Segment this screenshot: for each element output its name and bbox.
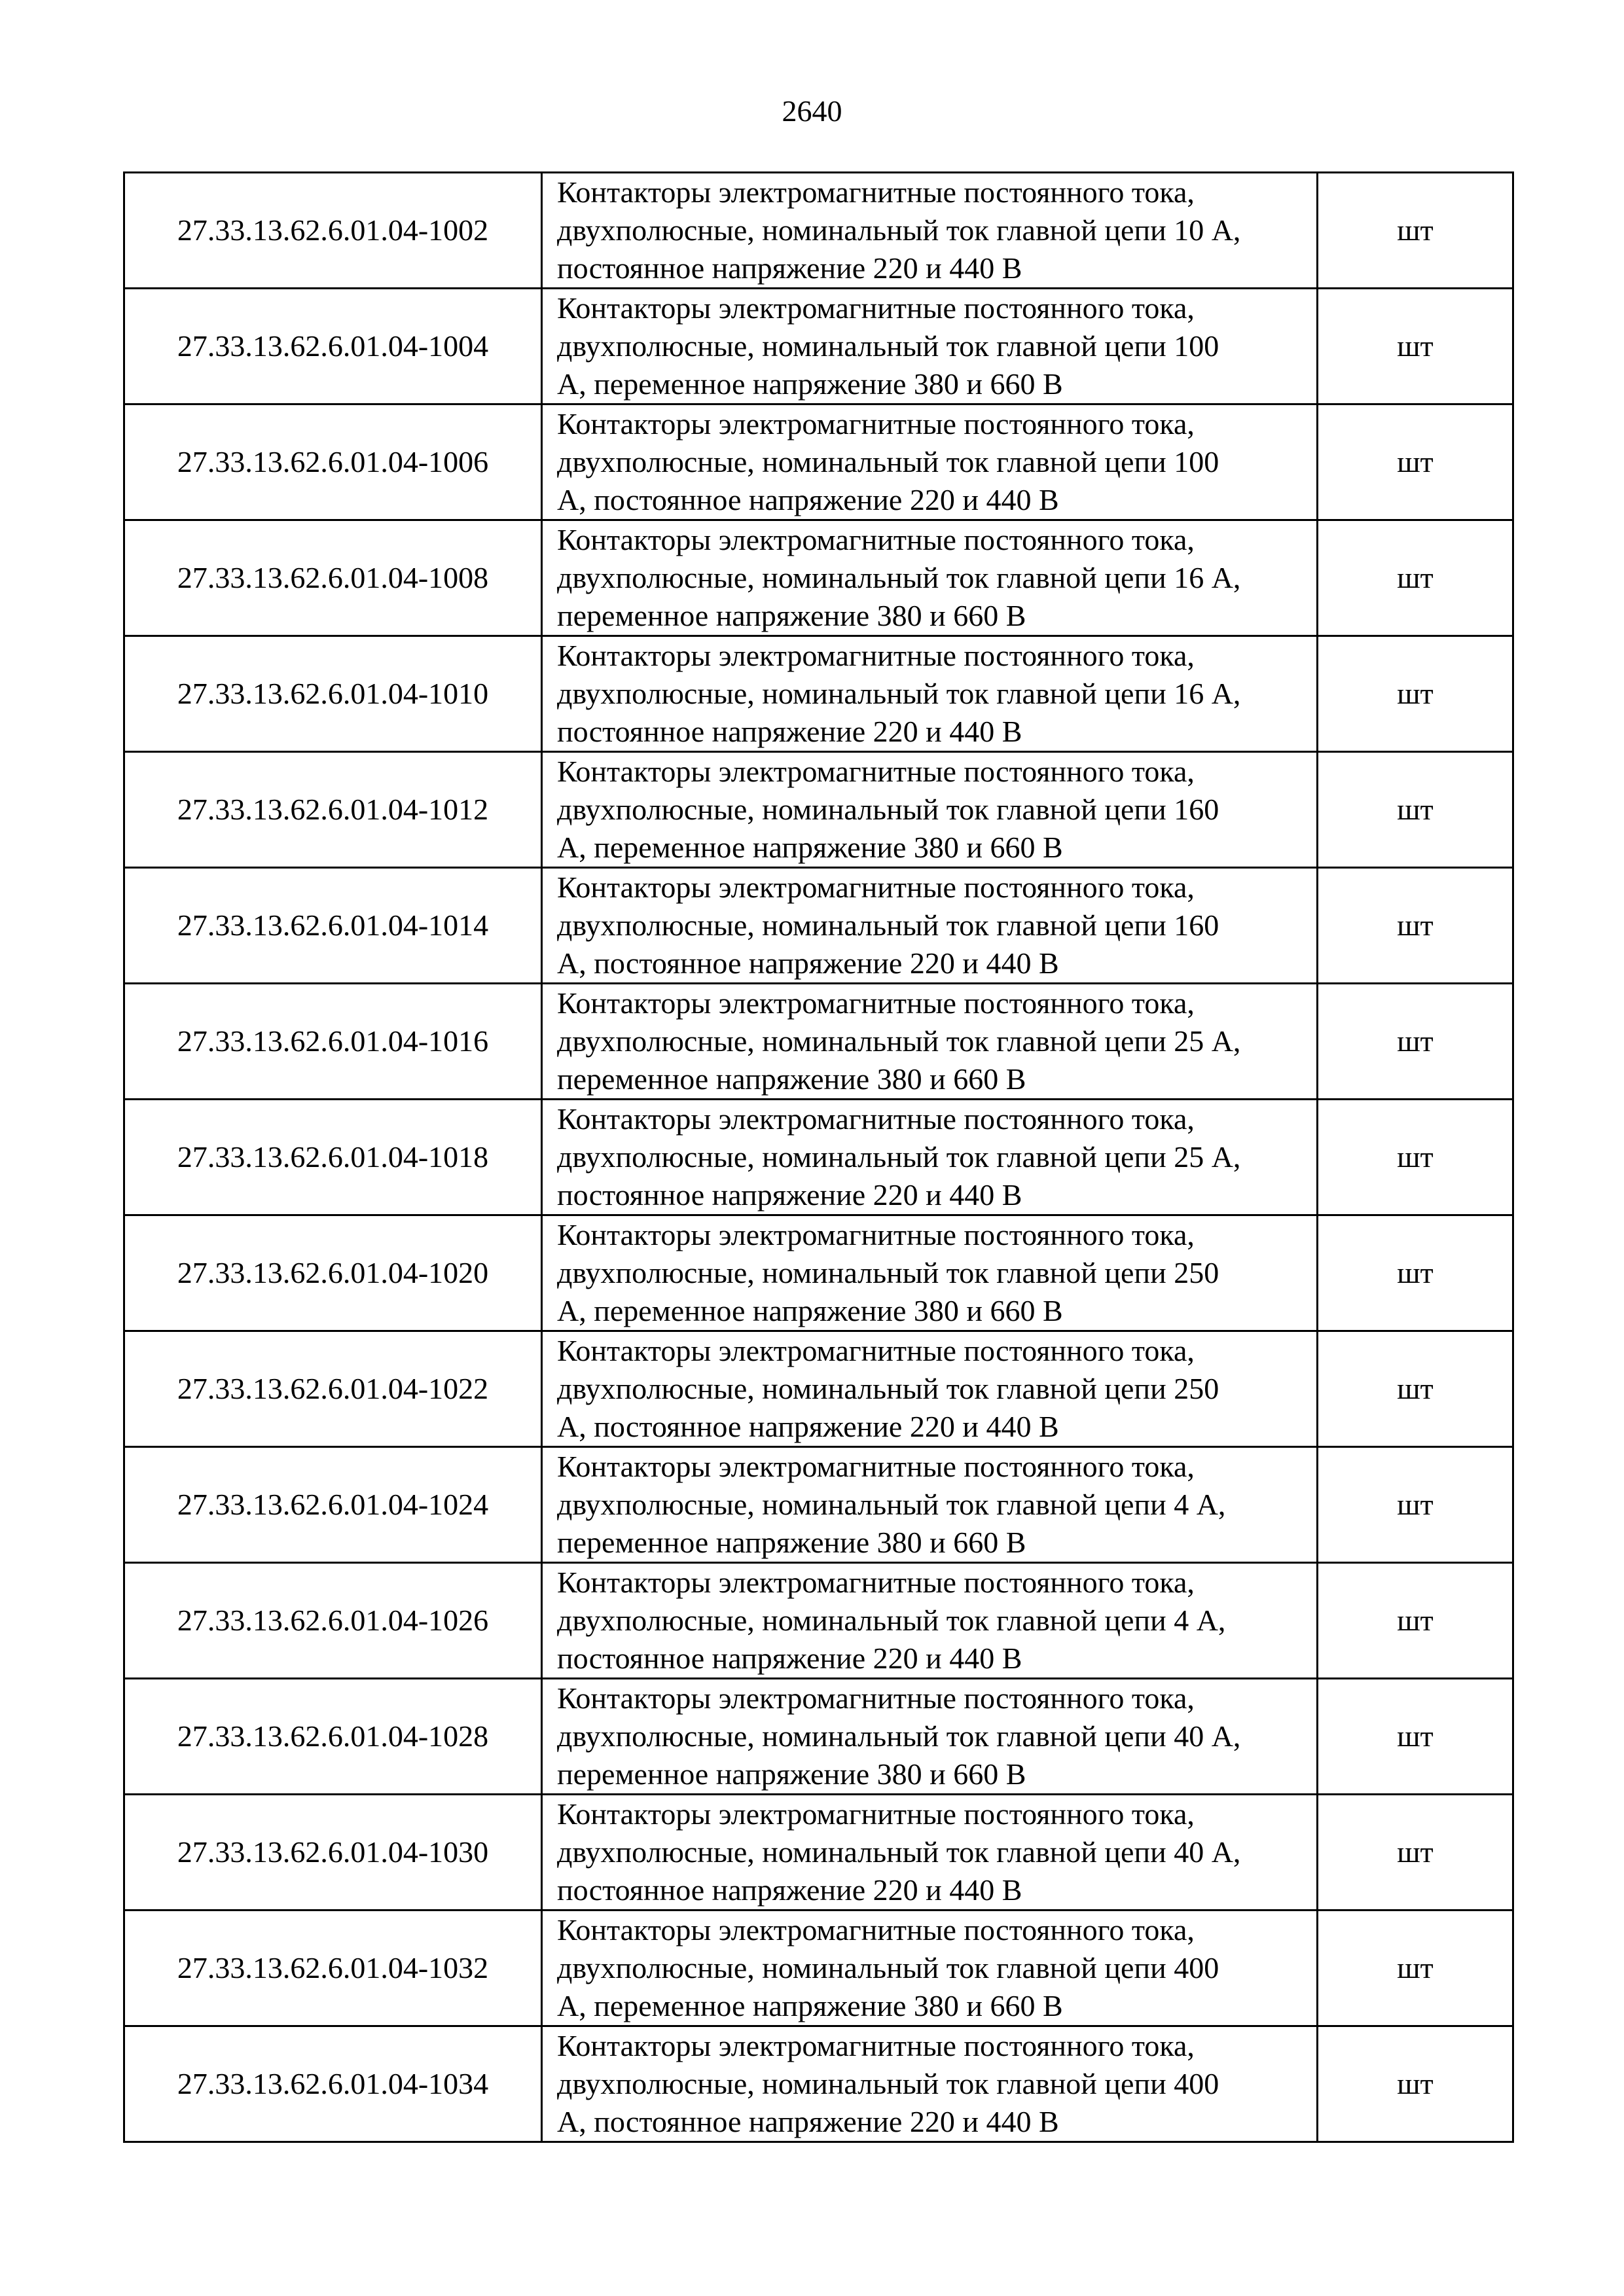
table-row	[124, 752, 1513, 868]
resource-code-cell: 27.33.13.62.6.01.04-1026	[124, 1563, 542, 1679]
resource-code-cell: 27.33.13.62.6.01.04-1018	[124, 1100, 542, 1215]
description-line: А, постоянное напряжение 220 и 440 В	[557, 2105, 1059, 2138]
table-row	[124, 1795, 1513, 1910]
resource-code-cell: 27.33.13.62.6.01.04-1016	[124, 984, 542, 1100]
table-row	[124, 1331, 1513, 1447]
unit-cell: шт	[1318, 2026, 1513, 2142]
description-line: двухполюсные, номинальный ток главной цепи 400	[557, 2067, 1219, 2100]
table-row	[124, 1447, 1513, 1563]
unit-cell: шт	[1318, 984, 1513, 1100]
unit-cell: шт	[1318, 1331, 1513, 1447]
description-line: двухполюсные, номинальный ток главной цепи 400	[557, 1951, 1219, 1984]
resource-description-cell	[542, 868, 1318, 984]
description-line: двухполюсные, номинальный ток главной цепи 16 А,	[557, 677, 1241, 710]
description-line: Контакторы электромагнитные постоянного тока,	[557, 1218, 1195, 1251]
unit-cell: шт	[1318, 520, 1513, 636]
description-line: двухполюсные, номинальный ток главной цепи 10 А,	[557, 213, 1241, 247]
description-line: переменное напряжение 380 и 660 В	[557, 1757, 1026, 1791]
description-line: двухполюсные, номинальный ток главной цепи 40 А,	[557, 1719, 1241, 1753]
resource-code-cell: 27.33.13.62.6.01.04-1030	[124, 1795, 542, 1910]
resource-description-cell	[542, 289, 1318, 404]
resource-code-cell: 27.33.13.62.6.01.04-1022	[124, 1331, 542, 1447]
description-line: А, переменное напряжение 380 и 660 В	[557, 1294, 1063, 1327]
resource-code-cell: 27.33.13.62.6.01.04-1002	[124, 173, 542, 289]
description-line: А, постоянное напряжение 220 и 440 В	[557, 483, 1059, 516]
table-row	[124, 636, 1513, 752]
resource-code-cell: 27.33.13.62.6.01.04-1024	[124, 1447, 542, 1563]
description-line: Контакторы электромагнитные постоянного тока,	[557, 407, 1195, 440]
description-line: двухполюсные, номинальный ток главной цепи 160	[557, 908, 1219, 942]
unit-cell: шт	[1318, 1563, 1513, 1679]
description-line: постоянное напряжение 220 и 440 В	[557, 1873, 1022, 1907]
unit-cell: шт	[1318, 289, 1513, 404]
description-line: двухполюсные, номинальный ток главной цепи 25 А,	[557, 1024, 1241, 1058]
description-line: Контакторы электромагнитные постоянного тока,	[557, 523, 1195, 556]
description-line: переменное напряжение 380 и 660 В	[557, 1062, 1026, 1096]
description-line: А, постоянное напряжение 220 и 440 В	[557, 946, 1059, 980]
description-line: А, постоянное напряжение 220 и 440 В	[557, 1410, 1059, 1443]
description-line: Контакторы электромагнитные постоянного тока,	[557, 639, 1195, 672]
resource-description-cell	[542, 1447, 1318, 1563]
resource-description-cell	[542, 1910, 1318, 2026]
table-row	[124, 868, 1513, 984]
resource-description-cell	[542, 520, 1318, 636]
description-line: Контакторы электромагнитные постоянного тока,	[557, 1681, 1195, 1715]
description-line: А, переменное напряжение 380 и 660 В	[557, 831, 1063, 864]
description-line: Контакторы электромагнитные постоянного тока,	[557, 870, 1195, 904]
table-row	[124, 1215, 1513, 1331]
description-line: Контакторы электромагнитные постоянного тока,	[557, 175, 1195, 209]
resource-description-cell	[542, 1100, 1318, 1215]
description-line: Контакторы электромагнитные постоянного тока,	[557, 1102, 1195, 1136]
table-row	[124, 520, 1513, 636]
table-row	[124, 289, 1513, 404]
description-line: Контакторы электромагнитные постоянного тока,	[557, 2029, 1195, 2062]
description-line: Контакторы электромагнитные постоянного тока,	[557, 1450, 1195, 1483]
table-row	[124, 984, 1513, 1100]
resource-code-cell: 27.33.13.62.6.01.04-1028	[124, 1679, 542, 1795]
description-line: двухполюсные, номинальный ток главной цепи 16 А,	[557, 561, 1241, 594]
table-row	[124, 2026, 1513, 2142]
resource-code-cell: 27.33.13.62.6.01.04-1004	[124, 289, 542, 404]
unit-cell: шт	[1318, 1679, 1513, 1795]
table-row	[124, 1100, 1513, 1215]
description-line: постоянное напряжение 220 и 440 В	[557, 1178, 1022, 1211]
description-line: двухполюсные, номинальный ток главной цепи 160	[557, 793, 1219, 826]
resource-description-cell	[542, 1795, 1318, 1910]
resource-code-cell: 27.33.13.62.6.01.04-1034	[124, 2026, 542, 2142]
unit-cell: шт	[1318, 173, 1513, 289]
resource-description-cell	[542, 636, 1318, 752]
resource-description-cell	[542, 752, 1318, 868]
table-row	[124, 1679, 1513, 1795]
description-line: постоянное напряжение 220 и 440 В	[557, 251, 1022, 285]
resource-code-cell: 27.33.13.62.6.01.04-1012	[124, 752, 542, 868]
description-line: двухполюсные, номинальный ток главной цепи 100	[557, 445, 1219, 478]
unit-cell: шт	[1318, 404, 1513, 520]
resource-code-cell: 27.33.13.62.6.01.04-1010	[124, 636, 542, 752]
description-line: двухполюсные, номинальный ток главной цепи 25 А,	[557, 1140, 1241, 1174]
description-line: Контакторы электромагнитные постоянного тока,	[557, 986, 1195, 1020]
description-line: Контакторы электромагнитные постоянного тока,	[557, 1797, 1195, 1831]
description-line: двухполюсные, номинальный ток главной цепи 100	[557, 329, 1219, 363]
resource-code-cell: 27.33.13.62.6.01.04-1006	[124, 404, 542, 520]
table-row	[124, 173, 1513, 289]
description-line: двухполюсные, номинальный ток главной цепи 40 А,	[557, 1835, 1241, 1869]
description-line: А, переменное напряжение 380 и 660 В	[557, 1989, 1063, 2022]
resource-table	[123, 171, 1514, 2143]
description-line: двухполюсные, номинальный ток главной цепи 250	[557, 1372, 1219, 1405]
description-line: Контакторы электромагнитные постоянного тока,	[557, 1913, 1195, 1946]
page-number: 2640	[782, 94, 842, 128]
description-line: двухполюсные, номинальный ток главной цепи 4 А,	[557, 1604, 1226, 1637]
unit-cell: шт	[1318, 868, 1513, 984]
description-line: Контакторы электромагнитные постоянного тока,	[557, 1334, 1195, 1367]
table-row	[124, 1910, 1513, 2026]
unit-cell: шт	[1318, 1215, 1513, 1331]
unit-cell: шт	[1318, 1910, 1513, 2026]
resource-description-cell	[542, 404, 1318, 520]
description-line: Контакторы электромагнитные постоянного тока,	[557, 291, 1195, 325]
table-row	[124, 404, 1513, 520]
table-row	[124, 1563, 1513, 1679]
description-line: переменное напряжение 380 и 660 В	[557, 1526, 1026, 1559]
resource-description-cell	[542, 984, 1318, 1100]
resource-code-cell: 27.33.13.62.6.01.04-1014	[124, 868, 542, 984]
description-line: двухполюсные, номинальный ток главной цепи 250	[557, 1256, 1219, 1289]
resource-description-cell	[542, 1215, 1318, 1331]
resource-description-cell	[542, 1331, 1318, 1447]
resource-description-cell	[542, 1563, 1318, 1679]
description-line: постоянное напряжение 220 и 440 В	[557, 1641, 1022, 1675]
resource-description-cell	[542, 2026, 1318, 2142]
resource-code-cell: 27.33.13.62.6.01.04-1020	[124, 1215, 542, 1331]
description-line: постоянное напряжение 220 и 440 В	[557, 715, 1022, 748]
resource-code-cell: 27.33.13.62.6.01.04-1032	[124, 1910, 542, 2026]
description-line: Контакторы электромагнитные постоянного тока,	[557, 755, 1195, 788]
resource-description-cell	[542, 173, 1318, 289]
description-line: Контакторы электромагнитные постоянного тока,	[557, 1566, 1195, 1599]
resource-code-cell: 27.33.13.62.6.01.04-1008	[124, 520, 542, 636]
table-body	[124, 173, 1513, 2142]
description-line: переменное напряжение 380 и 660 В	[557, 599, 1026, 632]
unit-cell: шт	[1318, 636, 1513, 752]
description-line: двухполюсные, номинальный ток главной цепи 4 А,	[557, 1488, 1226, 1521]
unit-cell: шт	[1318, 1795, 1513, 1910]
resource-description-cell	[542, 1679, 1318, 1795]
description-line: А, переменное напряжение 380 и 660 В	[557, 367, 1063, 401]
unit-cell: шт	[1318, 1100, 1513, 1215]
unit-cell: шт	[1318, 752, 1513, 868]
unit-cell: шт	[1318, 1447, 1513, 1563]
